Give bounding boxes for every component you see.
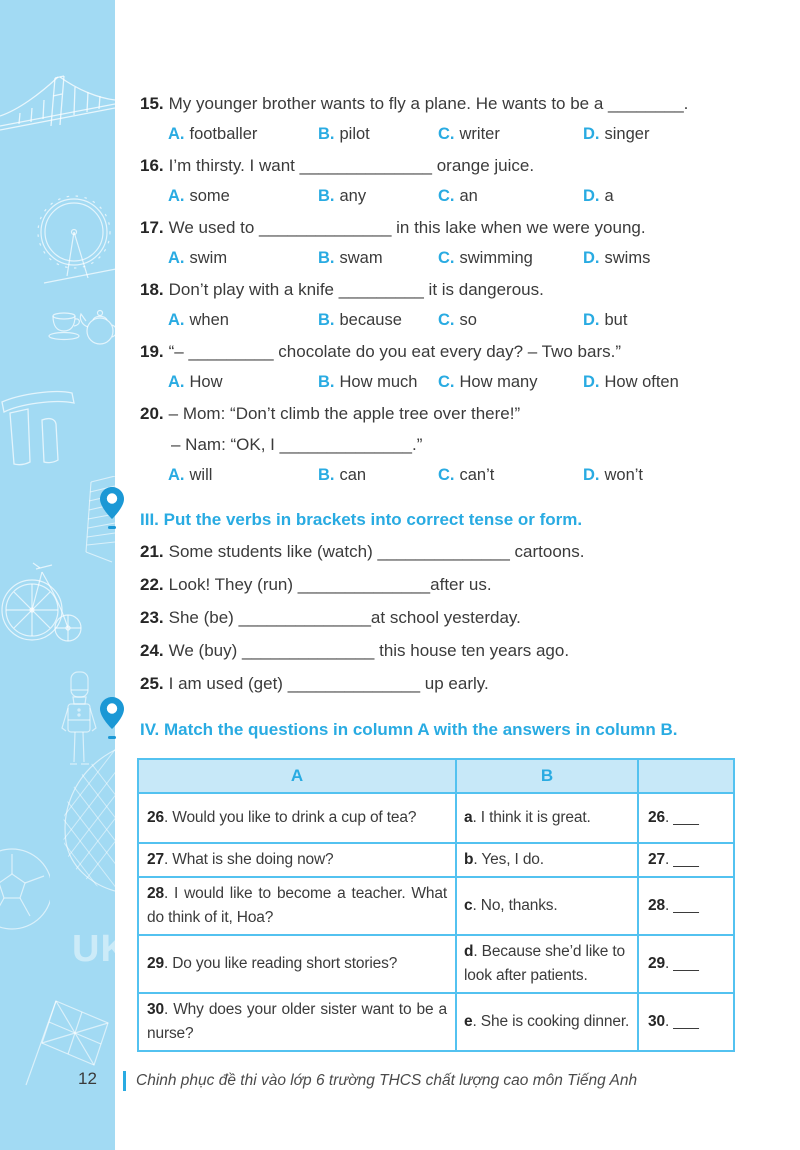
option-d: D. singer	[583, 125, 650, 143]
section-3-title: III. Put the verbs in brackets into correct tense or form.	[140, 510, 583, 529]
option-c: C. so	[438, 311, 477, 329]
table-header-row	[138, 759, 734, 793]
question-number: 19.	[140, 342, 164, 361]
option-c: C. writer	[438, 125, 500, 143]
option-a: A. footballer	[168, 125, 258, 143]
question-19	[140, 336, 774, 398]
option-c: C. an	[438, 187, 478, 205]
stonehenge-icon	[0, 386, 80, 474]
match-cell: 28. ___	[638, 877, 734, 935]
fill-item-21: 21. Some students like (watch) ______________ cartoons.	[140, 542, 585, 561]
table-row-29	[138, 935, 734, 993]
question-16	[140, 150, 774, 212]
question-body: I’m thirsty. I want ______________ orange juice.	[168, 156, 535, 175]
match-cell: 26. ___	[638, 793, 734, 843]
question-body: My younger brother wants to fly a plane. He wants to be a ________.	[168, 94, 689, 113]
tower-bridge-icon	[0, 66, 115, 138]
option-b: B. can	[318, 466, 367, 484]
page-content	[140, 0, 774, 1052]
penny-farthing-icon	[0, 552, 84, 647]
fill-item-23: 23. She (be) ______________at school yesterday.	[140, 608, 521, 627]
option-a: A. when	[168, 311, 229, 329]
question-text	[140, 336, 774, 367]
option-d: D. a	[583, 187, 614, 205]
options-row	[140, 367, 774, 398]
question-cell: 26. Would you like to drink a cup of tea?	[138, 793, 456, 843]
answer-cell: a. I think it is great.	[456, 793, 638, 843]
location-pin-icon	[99, 696, 125, 747]
option-d: D. but	[583, 311, 628, 329]
question-text	[140, 88, 774, 119]
net-icon	[54, 748, 115, 893]
fill-item-22: 22. Look! They (run) ______________after us.	[140, 575, 492, 594]
fill-item-24: 24. We (buy) ______________ this house ten years ago.	[140, 641, 570, 660]
options-row	[140, 305, 774, 336]
question-cell: 29. Do you like reading short stories?	[138, 935, 456, 993]
answer-cell: d. Because she’d like to look after patients.	[456, 935, 638, 993]
table-row-28	[138, 877, 734, 935]
footer-book-title: Chinh phục đề thi vào lớp 6 trường THCS chất lượng cao môn Tiếng Anh	[136, 1072, 638, 1089]
question-text-line2: – Nam: “OK, I ______________.”	[171, 435, 423, 454]
question-cell: 28. I would like to become a teacher. What do think of it, Hoa?	[138, 877, 456, 935]
question-text	[140, 398, 774, 429]
question-15	[140, 88, 774, 150]
options-row	[140, 119, 774, 150]
question-text	[140, 274, 774, 305]
option-d: D. How often	[583, 373, 679, 391]
question-text	[140, 150, 774, 181]
options-row	[140, 243, 774, 274]
option-a: A. will	[168, 466, 213, 484]
london-eye-icon	[28, 190, 116, 290]
question-body: – Mom: “Don’t climb the apple tree over there!”	[168, 404, 521, 423]
question-body: “– _________ chocolate do you eat every day? – Two bars.”	[168, 342, 622, 361]
answer-cell: b. Yes, I do.	[456, 843, 638, 877]
question-number: 17.	[140, 218, 164, 237]
section-4-title: IV. Match the questions in column A with the answers in column B.	[140, 720, 678, 739]
option-b: B. any	[318, 187, 367, 205]
question-number: 18.	[140, 280, 164, 299]
match-cell: 30. ___	[638, 993, 734, 1051]
union-jack-icon	[12, 995, 112, 1087]
football-icon	[0, 842, 50, 937]
option-b: B. swam	[318, 249, 383, 267]
match-cell: 29. ___	[638, 935, 734, 993]
option-b: B. because	[318, 311, 402, 329]
uk-text: UK	[72, 928, 129, 970]
option-c: C. can’t	[438, 466, 495, 484]
question-18	[140, 274, 774, 336]
match-cell: 27. ___	[638, 843, 734, 877]
question-number: 20.	[140, 404, 164, 423]
option-d: D. swims	[583, 249, 651, 267]
table-row-30	[138, 993, 734, 1051]
question-17	[140, 212, 774, 274]
column-answer-header	[638, 759, 734, 793]
column-a-header: A	[138, 759, 456, 793]
options-row	[140, 181, 774, 212]
table-row-27	[138, 843, 734, 877]
option-b: B. How much	[318, 373, 418, 391]
question-number: 15.	[140, 94, 164, 113]
question-text	[140, 212, 774, 243]
question-body: Don’t play with a knife _________ it is dangerous.	[168, 280, 544, 299]
option-a: A. swim	[168, 249, 228, 267]
location-pin-icon	[99, 486, 125, 537]
question-body: We used to ______________ in this lake when we were young.	[168, 218, 646, 237]
fill-item-25: 25. I am used (get) ______________ up early.	[140, 674, 489, 693]
question-20	[140, 398, 774, 491]
matching-table	[137, 758, 735, 1052]
option-a: A. some	[168, 187, 230, 205]
option-c: C. How many	[438, 373, 538, 391]
question-cell: 30. Why does your older sister want to be a nurse?	[138, 993, 456, 1051]
answer-cell: e. She is cooking dinner.	[456, 993, 638, 1051]
option-c: C. swimming	[438, 249, 533, 267]
decorative-sidebar	[0, 0, 129, 1150]
option-a: A. How	[168, 373, 223, 391]
option-d: D. won’t	[583, 466, 644, 484]
question-number: 16.	[140, 156, 164, 175]
option-b: B. pilot	[318, 125, 370, 143]
question-cell: 27. What is she doing now?	[138, 843, 456, 877]
column-b-header: B	[456, 759, 638, 793]
tea-set-icon	[45, 298, 120, 350]
page-number: 12	[78, 1069, 97, 1088]
table-row-26	[138, 793, 734, 843]
answer-cell: c. No, thanks.	[456, 877, 638, 935]
footer-divider	[123, 1071, 126, 1091]
options-row	[140, 460, 774, 491]
